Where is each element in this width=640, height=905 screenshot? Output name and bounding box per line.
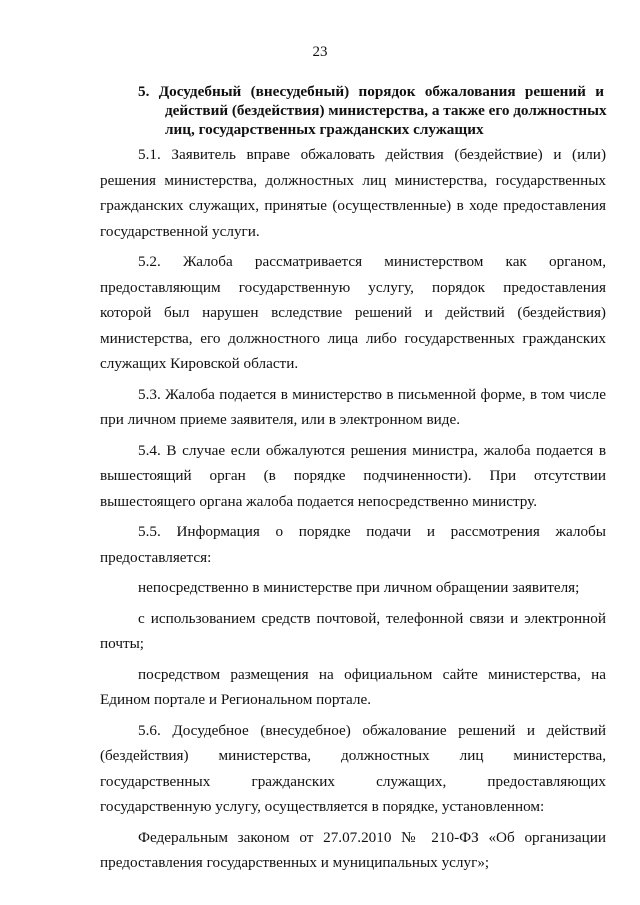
text-line: 5.4. В случае если обжалуются решения министра, жалоба подается в: [138, 441, 606, 459]
paragraph-5-5-item-2: [100, 606, 606, 657]
paragraph-5-2: [100, 249, 606, 377]
text-line: почты;: [100, 635, 145, 652]
page-number: 23: [312, 44, 328, 60]
text-line: 5.2. Жалоба рассматривается министерством как органом,: [138, 253, 606, 270]
text-line: Федеральным законом от 27.07.2010 № 210-ФЗ «Об организации: [138, 828, 606, 846]
text-line: которой был нарушен вследствие решений и действий (бездействия): [100, 304, 606, 321]
document-body: [100, 142, 606, 876]
text-line: 5.5. Информация о порядке подачи и рассмотрения жалобы: [138, 523, 606, 540]
text-line: 5.6. Досудебное (внесудебное) обжалование решений и действий: [138, 721, 606, 739]
section-heading: [138, 82, 607, 139]
text-line: непосредственно в министерстве при личном обращении заявителя;: [138, 579, 580, 596]
text-line: с использованием средств почтовой, телефонной связи и электронной: [138, 609, 606, 627]
section-heading-line: 5. Досудебный (внесудебный) порядок обжалования решений и: [138, 83, 604, 100]
paragraph-5-5-item-1: [100, 575, 606, 601]
text-line: вышестоящий орган (в порядке подчиненности). При отсутствии: [100, 467, 606, 484]
text-line: посредством размещения на официальном сайте министерства, на: [138, 665, 606, 683]
section-heading-line: лиц, государственных гражданских служащих: [165, 121, 484, 138]
text-line: служащих Кировской области.: [100, 355, 299, 372]
paragraph-5-6-item-1: [100, 825, 606, 876]
paragraph-5-5: [100, 519, 606, 570]
text-line: предоставляется:: [100, 548, 212, 566]
text-line: министерства, его должностного лица либо государственных гражданских: [100, 329, 606, 347]
text-line: (бездействия) министерства, должностных лиц министерства,: [100, 747, 606, 764]
text-line: решения министерства, должностных лиц министерства, государственных: [100, 171, 606, 189]
paragraph-5-1: [100, 142, 606, 244]
text-line: вышестоящего органа жалоба подается непосредственно министру.: [100, 492, 538, 510]
text-line: Едином портале и Региональном портале.: [100, 691, 372, 708]
text-line: 5.1. Заявитель вправе обжаловать действия (бездействие) и (или): [138, 146, 606, 163]
text-line: при личном приеме заявителя, или в электронном виде.: [100, 411, 461, 428]
paragraph-5-3: [100, 382, 606, 433]
paragraph-5-4: [100, 438, 606, 515]
text-line: государственной услуги.: [100, 222, 260, 240]
text-line: государственную услугу, осуществляется в порядке, установленном:: [100, 798, 545, 815]
text-line: 5.3. Жалоба подается в министерство в письменной форме, в том числе: [138, 385, 606, 403]
text-line: государственных гражданских служащих, предоставляющих: [100, 772, 606, 790]
text-line: гражданских служащих, принятые (осуществленные) в ходе предоставления: [100, 197, 606, 214]
paragraph-5-5-item-3: [100, 662, 606, 713]
text-line: предоставляющим государственную услугу, порядок предоставления: [100, 278, 606, 296]
text-line: предоставления государственных и муниципальных услуг»;: [100, 854, 490, 871]
section-heading-line: действий (бездействия) министерства, а также его должностных: [165, 102, 607, 119]
paragraph-5-6: [100, 718, 606, 820]
